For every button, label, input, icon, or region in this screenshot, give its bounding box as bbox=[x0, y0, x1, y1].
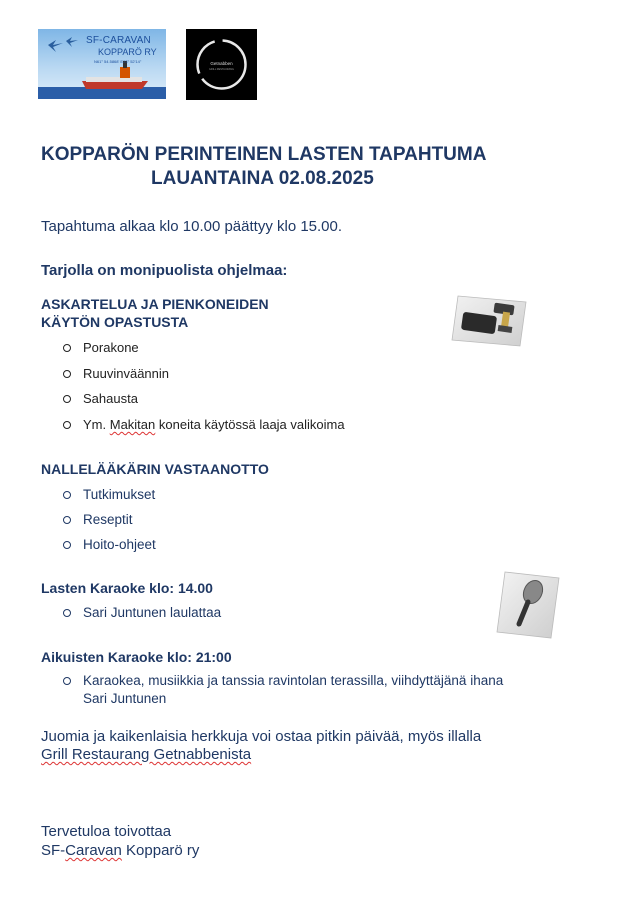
logo-line-1: SF-CARAVAN bbox=[86, 35, 151, 46]
bullet-icon bbox=[63, 491, 71, 499]
bullet-icon bbox=[63, 421, 71, 429]
bullet-icon bbox=[63, 541, 71, 549]
bullet-icon bbox=[63, 677, 71, 685]
bullet-icon bbox=[63, 516, 71, 524]
food-line-2: Grill Restaurang Getnabbenista bbox=[41, 746, 252, 763]
logo-line-3: N61° 54.5868' E23° 52'14" bbox=[94, 59, 142, 64]
closing-line-1: Tervetuloa toivottaa bbox=[41, 823, 172, 840]
teddy-heading: NALLELÄÄKÄRIN VASTAANOTTO bbox=[41, 461, 269, 477]
crafts-heading-line-2: KÄYTÖN OPASTUSTA bbox=[41, 314, 189, 330]
drill-image bbox=[450, 292, 528, 347]
microphone-image bbox=[495, 570, 560, 640]
bullet-icon bbox=[63, 609, 71, 617]
page-title-line-1: KOPPARÖN PERINTEINEN LASTEN TAPAHTUMA bbox=[41, 144, 487, 165]
bullet-icon bbox=[63, 370, 71, 378]
spellcheck-word: Makitan bbox=[109, 417, 156, 432]
sf-caravan-logo bbox=[38, 29, 166, 99]
crafts-heading-line-1: ASKARTELUA JA PIENKONEIDEN bbox=[41, 296, 269, 312]
kids-karaoke-heading: Lasten Karaoke klo: 14.00 bbox=[41, 580, 213, 596]
food-line-1: Juomia ja kaikenlaisia herkkuja voi ostaa pitkin päivää, myös illalla bbox=[41, 728, 482, 745]
adult-karaoke-item-line-2: Sari Juntunen bbox=[83, 691, 167, 706]
intro-text: Tapahtuma alkaa klo 10.00 päättyy klo 15.00. bbox=[41, 218, 343, 235]
adult-karaoke-heading: Aikuisten Karaoke klo: 21:00 bbox=[41, 649, 232, 665]
logo-tagline: GRILL RESTAURANG bbox=[208, 68, 234, 71]
microphone-icon bbox=[495, 570, 560, 640]
getnabben-logo bbox=[186, 29, 257, 100]
logo-name: Getnabben bbox=[210, 61, 233, 66]
spellcheck-word: Caravan bbox=[65, 842, 122, 859]
bullet-icon bbox=[63, 344, 71, 352]
closing-line-2: SF-Caravan Kopparö ry bbox=[41, 842, 200, 859]
page-title-line-2: LAUANTAINA 02.08.2025 bbox=[151, 168, 374, 189]
bullet-icon bbox=[63, 395, 71, 403]
power-tools-icon bbox=[450, 292, 528, 347]
logo-line-2: KOPPARÖ RY bbox=[98, 47, 157, 57]
offer-heading: Tarjolla on monipuolista ohjelmaa: bbox=[41, 262, 288, 279]
